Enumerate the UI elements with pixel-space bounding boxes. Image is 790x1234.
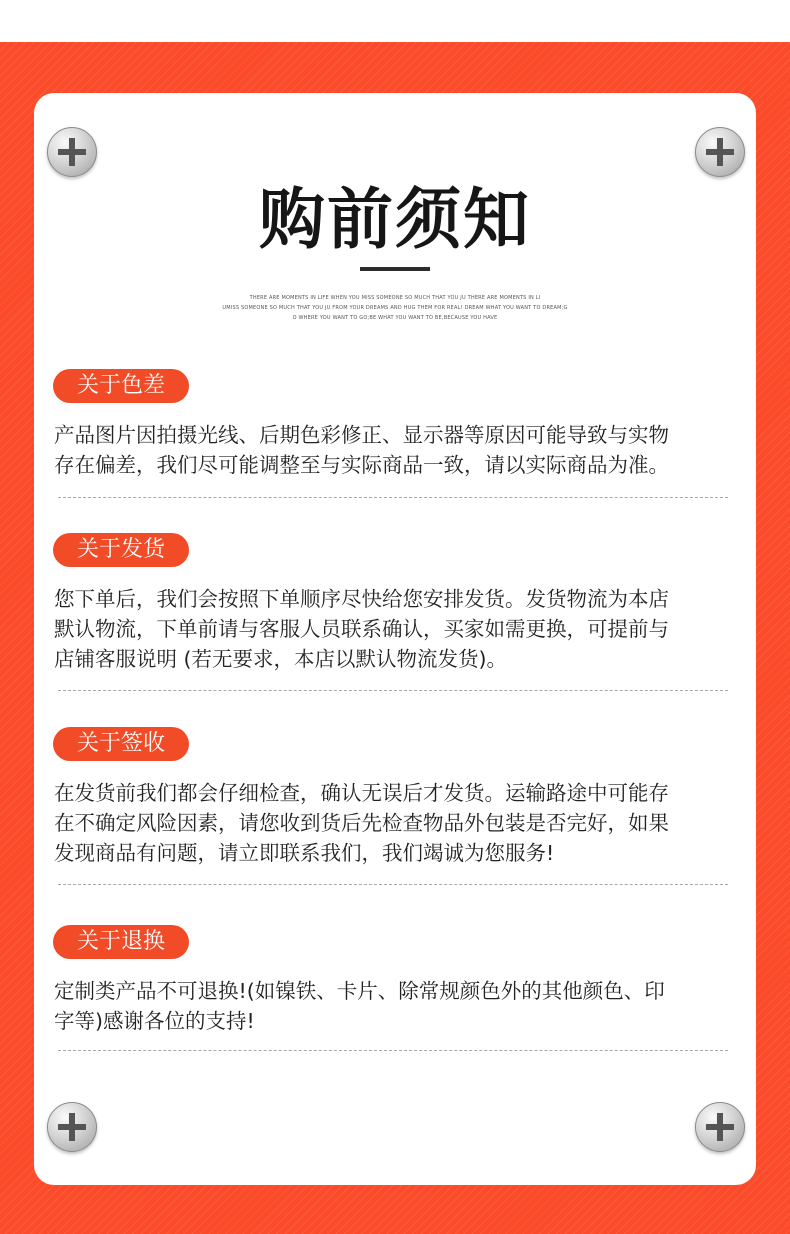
- title-underline: [360, 267, 430, 271]
- section-label-returns: 关于退换: [53, 925, 189, 959]
- subtitle-line: O WHERE YOU WANT TO GO;BE WHAT YOU WANT TO BE,BECAUSE YOU HAVE: [292, 315, 498, 321]
- text-line: 产品图片因拍摄光线、后期色彩修正、显示器等原因可能导致与实物: [54, 423, 669, 447]
- text-line: 字等)感谢各位的支持!: [54, 1009, 255, 1033]
- section-text-returns: [54, 976, 734, 1036]
- subtitle-line: UMISS SOMEONE SO MUCH THAT YOU JU FROM YOUR DREAMS AND HUG THEM FOR REAL! DREAM WHAT YOU WANT TO DREAM;G: [222, 305, 568, 311]
- section-text-receipt: [54, 778, 734, 868]
- section-label-receipt: 关于签收: [53, 727, 189, 761]
- screw-icon: [695, 1102, 745, 1152]
- text-line: 发现商品有问题，请立即联系我们，我们竭诚为您服务!: [54, 841, 555, 865]
- text-line: 默认物流，下单前请与客服人员联系确认，买家如需更换，可提前与: [54, 617, 669, 641]
- divider: [58, 497, 728, 498]
- text-line: 在发货前我们都会仔细检查，确认无误后才发货。运输路途中可能存: [54, 781, 669, 805]
- divider: [58, 690, 728, 691]
- screw-icon: [47, 127, 97, 177]
- screw-icon: [47, 1102, 97, 1152]
- section-text-color-difference: [54, 420, 734, 480]
- text-line: 定制类产品不可退换!(如镍铁、卡片、除常规颜色外的其他颜色、印: [54, 979, 665, 1003]
- divider: [58, 884, 728, 885]
- section-label-shipping: 关于发货: [53, 533, 189, 567]
- divider: [58, 1050, 728, 1051]
- text-line: 在不确定风险因素，请您收到货后先检查物品外包装是否完好，如果: [54, 811, 669, 835]
- screw-icon: [695, 127, 745, 177]
- text-line: 店铺客服说明 (若无要求，本店以默认物流发货)。: [54, 647, 508, 671]
- text-line: 存在偏差，我们尽可能调整至与实际商品一致，请以实际商品为准。: [54, 453, 669, 477]
- subtitle-line: THERE ARE MOMENTS IN LIFE WHEN YOU MISS SOMEONE SO MUCH THAT YOU JU THERE ARE MOMENTS IN LI: [249, 295, 541, 301]
- section-text-shipping: [54, 584, 734, 674]
- page-title: 购前须知: [259, 181, 531, 258]
- text-line: 您下单后，我们会按照下单顺序尽快给您安排发货。发货物流为本店: [54, 587, 669, 611]
- subtitle: [210, 293, 580, 323]
- section-label-color-difference: 关于色差: [53, 369, 189, 403]
